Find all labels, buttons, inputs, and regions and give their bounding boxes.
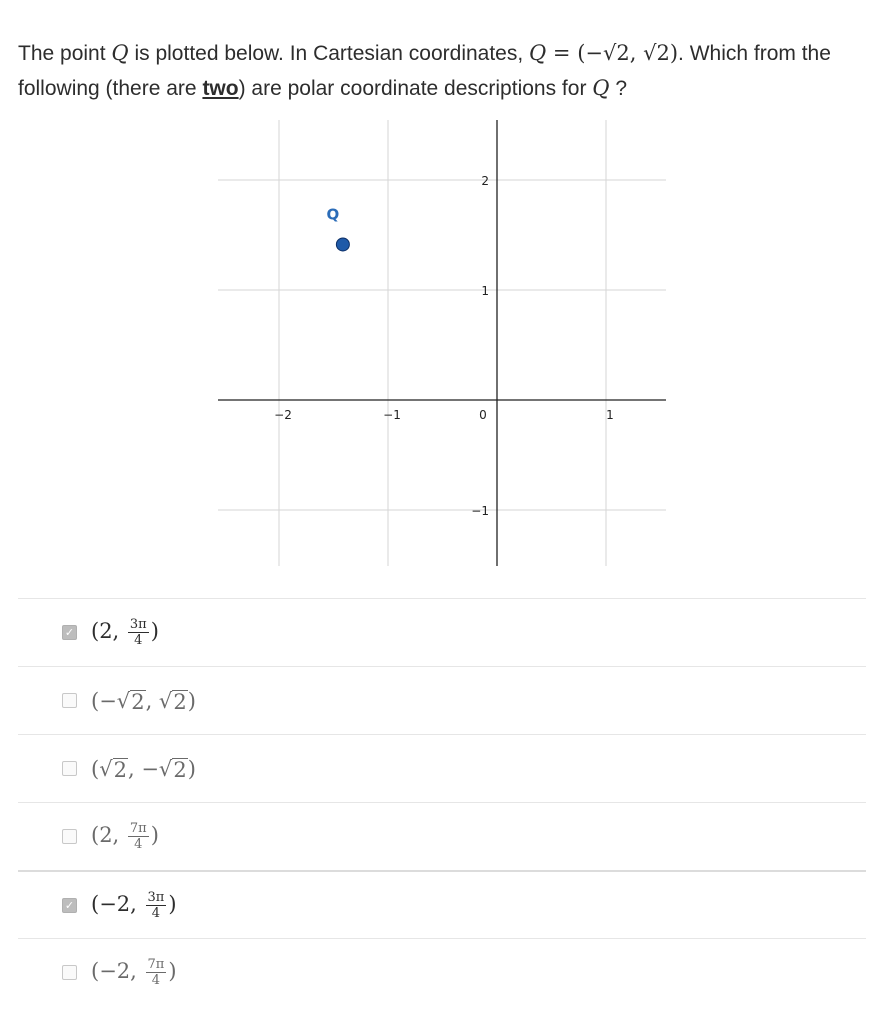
x-tick-label: −1	[383, 408, 401, 422]
option-prefix: (2,	[91, 619, 126, 643]
x-tick-label: 1	[606, 408, 614, 422]
option-label	[91, 891, 177, 920]
x-tick-label: −2	[274, 408, 292, 422]
checkmark-icon: ✓	[64, 626, 75, 639]
angle-fraction	[128, 822, 149, 851]
answer-option-6[interactable]	[18, 938, 866, 1006]
fraction-numerator: 3π	[129, 617, 147, 632]
answer-option-1[interactable]	[18, 598, 866, 666]
answer-option-2[interactable]	[18, 666, 866, 734]
fraction-numerator: 3π	[147, 889, 165, 905]
question-part5: ?	[609, 77, 628, 100]
option-label: (√ 2 , −√ 2 )	[91, 756, 196, 782]
angle-fraction	[146, 891, 167, 920]
fraction-denominator: 4	[151, 973, 161, 988]
question-part4: ) are polar coordinate descriptions for	[238, 77, 593, 100]
emphasis-two: two	[202, 77, 239, 100]
question-text	[18, 36, 858, 106]
option-suffix: )	[150, 823, 159, 847]
checkbox-unchecked[interactable]	[62, 829, 77, 844]
option-label	[91, 958, 177, 987]
question-part2: is plotted below. In Cartesian coordinates,	[128, 42, 530, 65]
question-part1: The point	[18, 42, 112, 65]
equals-sign: =	[546, 41, 578, 65]
sqrt-symbol: √ 2	[158, 756, 187, 782]
axes	[218, 120, 666, 566]
radicand: 2	[173, 689, 187, 714]
option-prefix: (−2,	[91, 891, 144, 916]
angle-fraction	[128, 618, 149, 647]
cartesian-coords: (−√2, √2)	[577, 41, 679, 65]
point-name-3: Q	[592, 76, 610, 100]
fraction-numerator: 7π	[147, 957, 165, 972]
coordinate-graph	[218, 120, 666, 566]
option-label	[91, 822, 159, 851]
sqrt-symbol: √ 2	[99, 756, 127, 782]
sqrt-symbol: √ 2	[158, 688, 187, 714]
point-name: Q	[111, 41, 129, 65]
checkmark-icon: ✓	[64, 898, 75, 912]
fraction-denominator: 4	[151, 905, 161, 921]
radicand: 2	[173, 757, 187, 782]
x-tick-label: 0	[479, 408, 487, 422]
checkbox-checked[interactable]	[62, 625, 77, 640]
point-q-label: Q	[326, 205, 340, 224]
checkbox-checked[interactable]	[62, 898, 77, 913]
point-name-2: Q	[529, 41, 547, 65]
answer-option-4[interactable]	[18, 802, 866, 870]
option-suffix: )	[168, 959, 177, 983]
option-prefix: (−2,	[91, 959, 144, 983]
radicand: 2	[113, 757, 127, 782]
fraction-numerator: 7π	[129, 821, 147, 836]
y-tick-label: 2	[481, 174, 489, 188]
y-tick-label: −1	[471, 504, 489, 518]
fraction-denominator: 4	[134, 633, 143, 648]
tick-labels	[274, 174, 614, 518]
grid-lines	[218, 120, 666, 566]
answer-option-3[interactable]	[18, 734, 866, 802]
point-q-marker	[336, 238, 349, 251]
option-label: (−√ 2 , √ 2 )	[91, 688, 196, 714]
checkbox-unchecked[interactable]	[62, 693, 77, 708]
plotted-point	[326, 205, 349, 251]
checkbox-unchecked[interactable]	[62, 761, 77, 776]
checkbox-unchecked[interactable]	[62, 965, 77, 980]
sqrt-symbol: √ 2	[116, 688, 145, 714]
option-suffix: )	[168, 891, 177, 916]
option-label	[91, 618, 159, 647]
y-tick-label: 1	[481, 284, 489, 298]
fraction-denominator: 4	[134, 837, 143, 852]
answer-options	[18, 598, 866, 1006]
angle-fraction	[146, 958, 167, 987]
radicand: 2	[131, 689, 145, 714]
option-suffix: )	[150, 619, 159, 643]
option-prefix: (2,	[91, 823, 126, 847]
question-part3: . Which from the following (there are	[18, 42, 831, 100]
answer-option-5[interactable]	[18, 870, 866, 938]
